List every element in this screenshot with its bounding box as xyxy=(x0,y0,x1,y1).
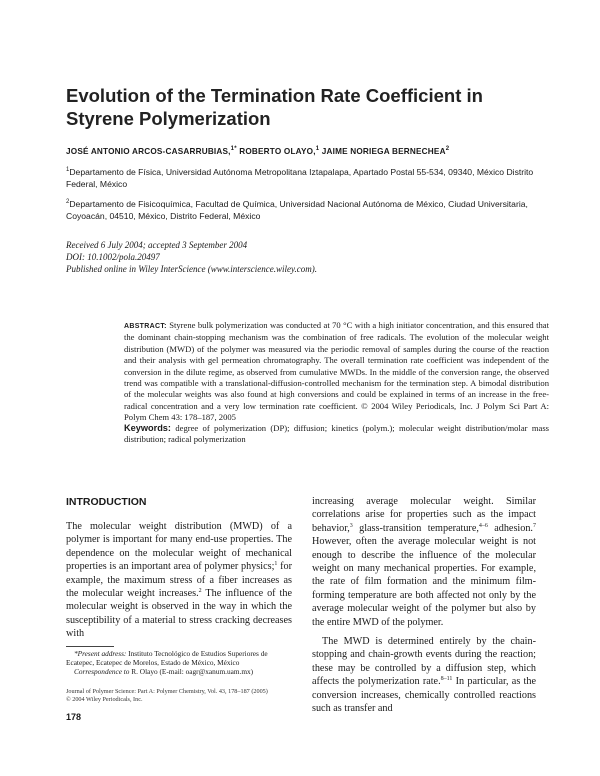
intro-paragraph-continued: increasing average molecular weight. Similar correlations arise for properties such as the impact behavior,$^3$ glass-transition temperature,$^{4-6}$ adhesion.$^7$ However, often the average molecular weight is not enough to describe the influence of the molecular weight on many mechanical properties. For example, the rate of film formation and the minimum film-forming temperature are both affected not only by the average molecular weight of the polymer but also by the entire MWD of the polymer. xyxy=(312,496,536,628)
footnotes xyxy=(66,649,292,676)
doi: DOI: 10.1002/pola.20497 xyxy=(66,252,160,262)
footnote-correspondence: Correspondence to R. Olayo (E-mail: oagr@xanum.uam.mx) xyxy=(74,667,254,676)
received-date: Received 6 July 2004; accepted 3 September 2004 xyxy=(66,240,248,250)
keywords xyxy=(124,423,549,446)
journal-line: Journal of Polymer Science: Part A: Polymer Chemistry, Vol. 43, 178–187 (2005) xyxy=(66,688,268,695)
footnote-present-address: *Present address: Instituto Tecnológico de Estudios Superiores de Ecatepec, Ecatepec de Morelos, Estado de México, México xyxy=(66,649,268,667)
paper-title: Evolution of the Termination Rate Coefficient in Styrene Polymerization xyxy=(66,85,483,129)
author-list: JOSÉ ANTONIO ARCOS-CASARRUBIAS,$^{1*}$ ROBERTO OLAYO,$^1$ JAIME NORIEGA BERNECHEA$^2$ xyxy=(66,146,450,156)
published-online: Published online in Wiley InterScience (www.interscience.wiley.com). xyxy=(66,264,318,274)
intro-column-2 xyxy=(312,495,536,716)
intro-paragraph-2: The MWD is determined entirely by the chain-stopping and chain-growth events during the reaction; these may be controlled by a diffusion step, which affects the polymerization rate.$^{8-11}$ In particular, as the conversion increases, chemically controlled reactions such as transfer and xyxy=(312,636,536,715)
section-heading-introduction: INTRODUCTION xyxy=(66,496,147,508)
affiliation-2: $^2$Departamento de Fisicoquímica, Facultad de Química, Universidad Nacional Autónoma de México, Ciudad Universitaria, Coyoacán, 04510, México, Distrito Federal, México xyxy=(66,199,528,221)
intro-column-1: The molecular weight distribution (MWD) of a polymer is important for many end-use properties. The dependence on the molecular weight of mechanical properties is an important area of polymer physics;$^1$ for example, the maximum stress of a fiber increases as the molecular weight increases.$^2$ The influence of the molecular weight is observed in the way in which the susceptibility of a material to stress cracking decreases with xyxy=(66,521,292,640)
footnote-divider xyxy=(66,646,114,647)
abstract-text: Styrene bulk polymerization was conducted at 70 °C with a high initiator concentration, and this ensured that the dominant chain-stopping mechanism was the combination of free radicals. The evolution of the molecular weight distribution (MWD) of the polymer was measured via the periodic removal of samples during the course of the reaction and their analysis with gel permeation chromatography. The overall termination rate coefficient was independent of the conversion in the dilute regime, as observed from cumulative MWDs. In the middle of the conversion range, the observed trend was compatible with a translational-diffusion-controlled mechanism for the termination step. A bimodal distribution of the molecular weights was also found at high conversions and could be explained in terms of an increase in the free-radical concentration and a very low termination rate coefficient. © 2004 Wiley Periodicals, Inc. J Polym Sci Part A: Polym Chem 43: 178–187, 2005 xyxy=(124,320,549,423)
copyright-line: © 2004 Wiley Periodicals, Inc. xyxy=(66,696,143,703)
journal-citation xyxy=(66,688,292,704)
keywords-text: degree of polymerization (DP); diffusion; kinetics (polym.); molecular weight distribution/molar mass distribution; radical polymerization xyxy=(124,423,550,445)
abstract xyxy=(124,320,549,424)
affiliation-1: $^1$Departamento de Física, Universidad Autónoma Metropolitana Iztapalapa, Apartado Postal 55-534, 09340, México Distrito Federal, México xyxy=(66,167,534,189)
keywords-label: Keywords: xyxy=(124,423,171,433)
page-number: 178 xyxy=(66,712,82,722)
abstract-label: ABSTRACT: xyxy=(124,323,167,330)
